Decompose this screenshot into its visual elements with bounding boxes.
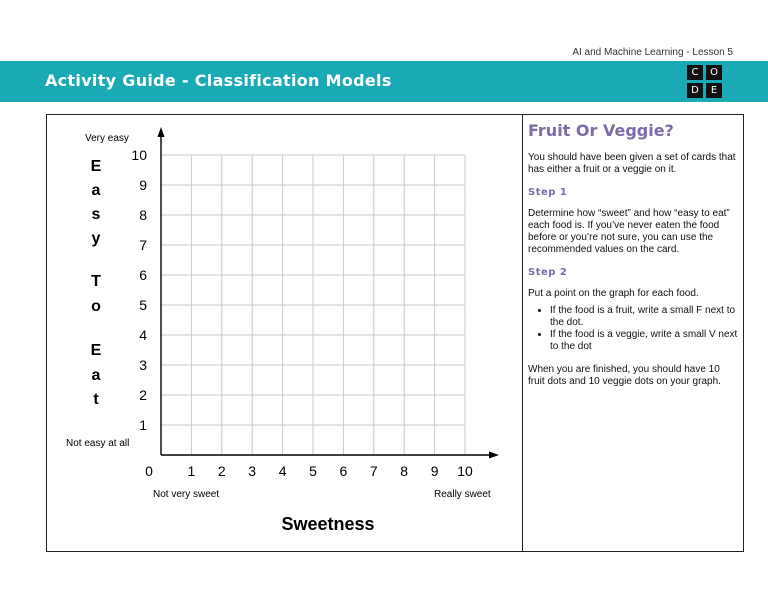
y-tick-label: 4 xyxy=(139,327,147,343)
logo-letter: O xyxy=(706,65,722,80)
x-tick-label: 2 xyxy=(217,463,226,479)
code-logo xyxy=(687,65,723,99)
list-item: • If the food is a fruit, write a small F next to the dot. xyxy=(550,305,738,329)
x-tick-label: 9 xyxy=(430,463,439,479)
y-tick-label: 7 xyxy=(139,237,147,253)
y-tick-label: 3 xyxy=(139,357,147,373)
y-tick-label: 10 xyxy=(131,147,147,163)
y-axis-title-letter: s xyxy=(91,206,101,223)
x-tick-label: 5 xyxy=(309,463,317,479)
intro-text: You should have been given a set of cards that has either a fruit or a veggie on it. xyxy=(528,152,736,175)
x-tick-label: 10 xyxy=(457,463,473,479)
y-tick-label: 8 xyxy=(139,207,147,223)
x-tick-label: 1 xyxy=(187,463,196,479)
y-axis-title-letter: E xyxy=(90,342,102,359)
lesson-label: AI and Machine Learning - Lesson 5 xyxy=(572,47,733,58)
logo-letter: E xyxy=(706,83,722,98)
y-axis-title-letter: y xyxy=(91,230,101,247)
step2-list xyxy=(528,305,738,353)
logo-letter: C xyxy=(687,65,703,80)
y-tick-label: 2 xyxy=(139,387,147,403)
y-low-label: Not easy at all xyxy=(66,438,130,449)
y-axis-title-letter: a xyxy=(91,182,101,199)
step1-heading: Step 1 xyxy=(528,187,568,198)
header-banner xyxy=(0,61,768,102)
x-axis-title: Sweetness xyxy=(281,514,375,534)
step1-text: Determine how “sweet” and how “easy to eat” each food is. If you’ve never eaten the food before or you’re not sure, you can use the recommended values on the card. xyxy=(528,208,730,255)
x-tick-label: 3 xyxy=(248,463,257,479)
y-tick-label: 6 xyxy=(139,267,147,283)
page-title: Activity Guide - Classification Models xyxy=(45,71,392,90)
y-axis-title-letter: E xyxy=(90,158,102,175)
x-axis-arrow xyxy=(489,452,499,459)
y-axis-title-letter: o xyxy=(91,298,101,315)
panel-title: Fruit Or Veggie? xyxy=(528,121,674,140)
y-tick-label: 1 xyxy=(139,417,147,433)
y-axis-title-letter: t xyxy=(93,391,99,408)
easy-vs-sweet-chart[interactable] xyxy=(47,115,522,551)
x-tick-label: 7 xyxy=(369,463,378,479)
x-high-label: Really sweet xyxy=(434,489,491,500)
x-tick-label: 0 xyxy=(145,463,153,479)
y-axis-title-letter: a xyxy=(91,367,101,384)
y-axis-title-letter: T xyxy=(91,273,101,290)
column-divider xyxy=(522,114,523,552)
y-high-label: Very easy xyxy=(85,133,129,144)
x-tick-label: 8 xyxy=(400,463,409,479)
y-tick-label: 5 xyxy=(139,297,147,313)
list-item: • If the food is a veggie, write a small V next to the dot xyxy=(550,329,738,353)
x-low-label: Not very sweet xyxy=(153,489,220,500)
closing-text: When you are finished, you should have 10 fruit dots and 10 veggie dots on your graph. xyxy=(528,364,721,387)
logo-letter: D xyxy=(687,83,703,98)
y-tick-label: 9 xyxy=(139,177,147,193)
x-tick-label: 4 xyxy=(278,463,287,479)
y-axis-arrow xyxy=(158,127,165,137)
step2-heading: Step 2 xyxy=(528,267,568,278)
instructions-panel xyxy=(528,118,738,399)
x-tick-label: 6 xyxy=(339,463,348,479)
step2-text: Put a point on the graph for each food. xyxy=(528,288,699,299)
